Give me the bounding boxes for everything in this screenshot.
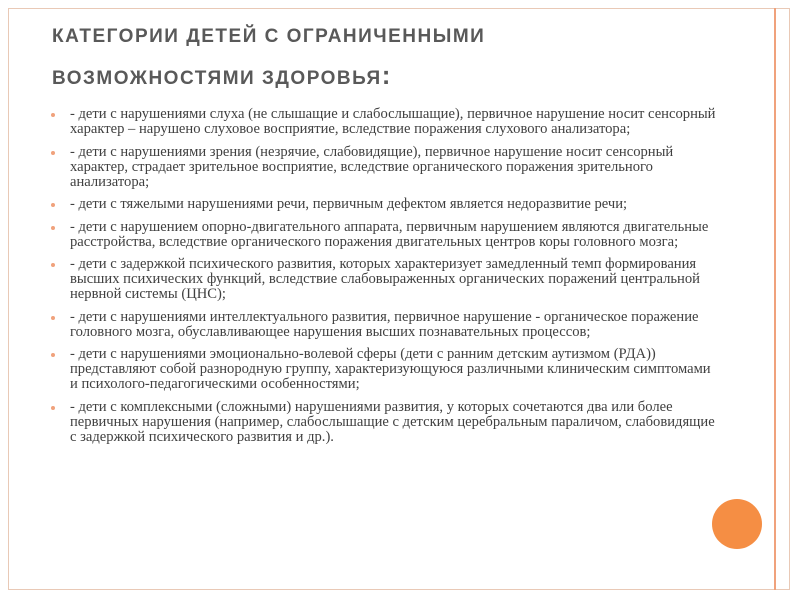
list-item-text: - дети с тяжелыми нарушениями речи, первичным дефектом является недоразвитие речи;: [70, 196, 628, 212]
bullet-icon: [51, 226, 55, 230]
bullet-icon: [51, 263, 55, 267]
list-item-text: - дети с задержкой психического развития, которых характеризует замедленный темп формирования высших психических функций, вследствие слабовыраженных органических поражений центральной нервной системы (ЦНС);: [70, 256, 700, 302]
list-item: [50, 347, 720, 392]
bullet-icon: [51, 203, 55, 207]
list-item-text: - дети с нарушениями эмоционально-волевой сферы (дети с ранним детским аутизмом (РДА)) представляют собой разнородную группу, характеризующуюся различными клиническим симптомами и психолого-педагогическими особенностями;: [70, 346, 711, 392]
slide-accent-bar: [774, 8, 776, 590]
bullet-icon: [51, 151, 55, 155]
category-list: [50, 107, 720, 452]
list-item: [50, 107, 720, 137]
bullet-icon: [51, 113, 55, 117]
slide-title: [52, 18, 702, 98]
list-item: [50, 220, 720, 250]
slide-title-line-2: ВОЗМОЖНОСТЯМИ ЗДОРОВЬЯ :: [52, 56, 702, 98]
list-item: [50, 197, 720, 212]
list-item-text: - дети с нарушением опорно-двигательного аппарата, первичным нарушением являются двигательные расстройства, вследствие органического поражения двигательных центров коры головного мозга;: [70, 218, 709, 250]
decorative-circle: [712, 499, 762, 549]
list-item-text: - дети с нарушениями слуха (не слышащие и слабослышащие), первичное нарушение носит сенсорный характер – нарушено слуховое восприятие, вследствие поражения слухового анализатора;: [70, 106, 716, 137]
list-item: [50, 145, 720, 190]
list-item-text: - дети с нарушениями зрения (незрячие, слабовидящие), первичное нарушение носит сенсорный характер, страдает зрительное восприятие, вследствие органического поражения зрительного анализатора;: [70, 143, 674, 190]
bullet-icon: [51, 353, 55, 357]
list-item: [50, 310, 720, 340]
bullet-icon: [51, 406, 55, 410]
list-item: [50, 257, 720, 302]
list-item-text: - дети с нарушениями интеллектуального развития, первичное нарушение - органическое поражение головного мозга, обуславливающее нарушения высших познавательных процессов;: [70, 308, 699, 340]
list-item-text: - дети с комплексными (сложными) нарушениями развития, у которых сочетаются два или более первичных нарушения (например, слабослышащие с детским церебральным параличом, слабовидящие с задержкой психического развития и др.).: [70, 398, 715, 445]
slide-title-line-1: КАТЕГОРИИ ДЕТЕЙ С ОГРАНИЧЕННЫМИ: [52, 26, 486, 47]
bullet-icon: [51, 316, 55, 320]
list-item: [50, 400, 720, 445]
